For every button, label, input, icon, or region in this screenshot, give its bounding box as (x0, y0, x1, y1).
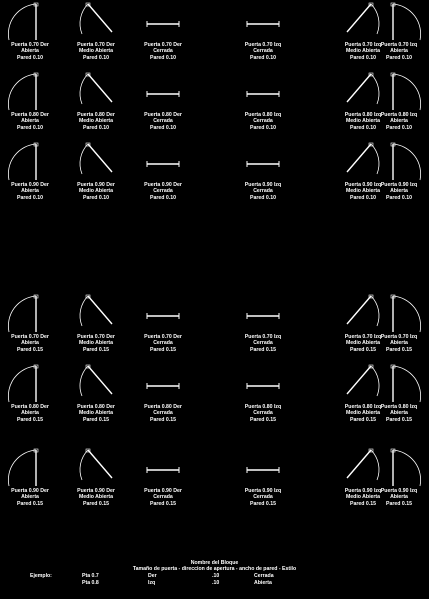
door-swing-arc (80, 74, 88, 104)
door-symbol-open-left (369, 448, 429, 488)
door-block-label-line: Medio Abierta (345, 188, 381, 195)
door-swing-arc (8, 4, 36, 40)
door-block-label (369, 42, 429, 61)
door-block-label-line: Puerta 0.80 Der (11, 404, 49, 410)
door-swing-arc (393, 450, 421, 486)
door-block-label-line: Pared 0.15 (350, 500, 376, 507)
door-symbol-closed-right (133, 294, 193, 334)
door-block-label (133, 42, 193, 61)
door-block-label-line: Pared 0.10 (150, 54, 176, 61)
door-block-label (0, 334, 60, 353)
door-leaf (347, 450, 371, 478)
door-block-label (369, 488, 429, 507)
door-block-label-line: Pared 0.10 (386, 124, 412, 131)
door-symbol-closed-right (133, 72, 193, 112)
door-swing-arc (8, 74, 36, 110)
door-block-label-line: Cerrada (253, 410, 273, 417)
door-block (0, 364, 60, 423)
door-block (133, 2, 193, 61)
door-swing-arc (80, 366, 88, 396)
legend-cell: .10 (212, 572, 220, 579)
door-block (233, 142, 293, 201)
door-block-label-line: Cerrada (253, 118, 273, 125)
door-block-label (233, 182, 293, 201)
door-block-label-line: Abierta (21, 188, 39, 195)
door-block-label-line: Abierta (390, 410, 408, 417)
door-block-label-line: Puerta 0.80 Der (144, 112, 182, 118)
door-block (0, 142, 60, 201)
door-block-label (133, 182, 193, 201)
door-block-label (133, 112, 193, 131)
door-block-label-line: Medio Abierta (78, 118, 114, 125)
door-block-label-line: Pared 0.15 (83, 416, 109, 423)
door-symbol-closed-left (233, 142, 293, 182)
door-block (66, 364, 126, 423)
door-block-label-line: Medio Abierta (78, 340, 114, 347)
door-block-label-line: Pared 0.10 (83, 194, 109, 201)
door-block-label-line: Abierta (390, 48, 408, 55)
legend-cell: Pta 0.7 (82, 572, 99, 579)
door-symbol-closed-right (133, 2, 193, 42)
door-block (369, 448, 429, 507)
door-block-label-line: Pared 0.15 (17, 500, 43, 507)
door-symbol-open-left (369, 364, 429, 404)
door-symbol-closed-left (233, 448, 293, 488)
legend-cell: Izq (148, 579, 156, 586)
door-block-label (369, 182, 429, 201)
door-block-label-line: Cerrada (153, 340, 173, 347)
door-leaf (88, 450, 112, 478)
door-block-label-line: Medio Abierta (78, 188, 114, 195)
legend (0, 560, 429, 587)
door-block-label-line: Puerta 0.80 Izq (380, 112, 418, 118)
door-symbol-open-right (0, 2, 60, 42)
door-block-label-line: Puerta 0.80 Der (144, 404, 182, 410)
door-swing-arc (393, 74, 421, 110)
door-block-label-line: Puerta 0.70 Izq (344, 42, 382, 48)
door-block (66, 448, 126, 507)
door-swing-arc (393, 4, 421, 40)
door-block-label-line: Pared 0.10 (150, 124, 176, 131)
door-block (66, 294, 126, 353)
door-symbol-open-right (0, 364, 60, 404)
door-symbol-half-right (66, 72, 126, 112)
door-block-label-line: Puerta 0.80 Der (11, 112, 49, 118)
door-block-label-line: Puerta 0.70 Der (77, 42, 115, 48)
door-block-label-line: Puerta 0.80 Der (77, 112, 115, 118)
door-block (66, 72, 126, 131)
door-block (0, 72, 60, 131)
door-symbol-open-right (0, 294, 60, 334)
door-block-label-line: Pared 0.15 (150, 500, 176, 507)
door-block-label-line: Pared 0.10 (250, 54, 276, 61)
door-block-label-line: Puerta 0.70 Der (144, 334, 182, 340)
legend-cell: .10 (212, 579, 220, 586)
door-block-label (66, 182, 126, 201)
door-block-label-line: Pared 0.15 (250, 346, 276, 353)
door-block-label-line: Cerrada (153, 48, 173, 55)
door-block-label-line: Cerrada (253, 48, 273, 55)
door-block-label-line: Puerta 0.70 Der (144, 42, 182, 48)
door-block-label-line: Pared 0.15 (386, 500, 412, 507)
door-block-label-line: Puerta 0.90 Der (11, 488, 49, 494)
door-block-label-line: Pared 0.15 (250, 500, 276, 507)
door-block-label-line: Pared 0.15 (83, 346, 109, 353)
door-block (369, 72, 429, 131)
door-swing-arc (80, 4, 88, 34)
door-block-label-line: Cerrada (153, 410, 173, 417)
door-symbol-closed-right (133, 448, 193, 488)
door-block (233, 2, 293, 61)
door-block-label (66, 488, 126, 507)
door-block-label-line: Medio Abierta (345, 48, 381, 55)
door-block-label-line: Pared 0.15 (350, 416, 376, 423)
door-block-label-line: Abierta (21, 340, 39, 347)
door-block-label-line: Puerta 0.80 Izq (380, 404, 418, 410)
door-block-label (133, 404, 193, 423)
door-symbol-half-right (66, 142, 126, 182)
door-block-label-line: Pared 0.10 (250, 194, 276, 201)
door-block-label-line: Puerta 0.90 Der (77, 182, 115, 188)
door-block-label-line: Pared 0.10 (83, 54, 109, 61)
door-symbol-half-right (66, 364, 126, 404)
legend-cell: Pta 0.8 (82, 579, 99, 586)
door-block-label (233, 42, 293, 61)
door-block-label-line: Abierta (390, 494, 408, 501)
door-block (0, 294, 60, 353)
door-block-label-line: Puerta 0.70 Izq (244, 42, 282, 48)
door-block-label-line: Puerta 0.90 Der (144, 182, 182, 188)
door-block-label-line: Pared 0.10 (386, 194, 412, 201)
door-symbol-open-left (369, 72, 429, 112)
door-block-label-line: Puerta 0.90 Izq (380, 182, 418, 188)
door-block-label (233, 112, 293, 131)
door-block (369, 2, 429, 61)
door-block-label-line: Abierta (21, 118, 39, 125)
door-block (133, 448, 193, 507)
door-block-label (66, 112, 126, 131)
door-symbol-closed-left (233, 72, 293, 112)
door-block-label-line: Pared 0.10 (250, 124, 276, 131)
door-block-label-line: Puerta 0.70 Izq (244, 334, 282, 340)
door-symbol-half-right (66, 294, 126, 334)
door-symbol-half-right (66, 448, 126, 488)
door-block-label-line: Puerta 0.70 Der (11, 334, 49, 340)
door-block-label-line: Pared 0.15 (250, 416, 276, 423)
door-symbol-closed-left (233, 364, 293, 404)
door-block-label-line: Medio Abierta (78, 410, 114, 417)
door-swing-arc (80, 144, 88, 174)
door-symbol-closed-right (133, 142, 193, 182)
legend-title: Nombre del Bloque (190, 560, 239, 566)
door-leaf (88, 144, 112, 172)
door-block (66, 142, 126, 201)
door-block-label-line: Pared 0.15 (17, 346, 43, 353)
door-block-label-line: Puerta 0.90 Der (144, 488, 182, 494)
door-block (369, 364, 429, 423)
door-swing-arc (393, 296, 421, 332)
door-block-label (233, 488, 293, 507)
door-block-label (66, 334, 126, 353)
door-block-label-line: Pared 0.15 (17, 416, 43, 423)
door-block-label-line: Cerrada (153, 188, 173, 195)
door-block-label (66, 404, 126, 423)
door-block-label-line: Puerta 0.80 Izq (244, 404, 282, 410)
door-block-label-line: Abierta (21, 48, 39, 55)
door-symbol-closed-right (133, 364, 193, 404)
door-block-label-line: Puerta 0.70 Izq (380, 334, 418, 340)
door-symbol-open-right (0, 448, 60, 488)
legend-subtitle: Tamaño de puerta - direccion de apertura - ancho de pared - Estilo (132, 566, 297, 573)
door-swing-arc (8, 450, 36, 486)
door-swing-arc (8, 144, 36, 180)
door-block-label (0, 112, 60, 131)
legend-cell: Der (148, 572, 157, 579)
door-block-label-line: Abierta (21, 410, 39, 417)
door-block-label-line: Pared 0.15 (83, 500, 109, 507)
door-block (133, 142, 193, 201)
door-leaf (347, 4, 371, 32)
door-symbol-closed-left (233, 294, 293, 334)
legend-row-1 (0, 573, 429, 580)
door-swing-arc (80, 450, 88, 480)
door-block-label (133, 488, 193, 507)
door-leaf (347, 144, 371, 172)
door-block-label (66, 42, 126, 61)
door-block-label-line: Cerrada (153, 494, 173, 501)
legend-cell: Abierta (254, 579, 272, 586)
door-block-label-line: Pared 0.15 (386, 416, 412, 423)
door-block (133, 294, 193, 353)
door-block-label (233, 404, 293, 423)
door-leaf (88, 74, 112, 102)
door-block (66, 2, 126, 61)
door-block-label (0, 488, 60, 507)
door-block-label (133, 334, 193, 353)
door-block (0, 448, 60, 507)
door-block-label-line: Pared 0.10 (17, 54, 43, 61)
door-leaf (88, 296, 112, 324)
door-block-label-line: Pared 0.15 (150, 346, 176, 353)
legend-example-label: Ejemplo: (30, 572, 52, 579)
door-block-label-line: Abierta (21, 494, 39, 501)
door-block-label-line: Pared 0.10 (83, 124, 109, 131)
door-block-label-line: Abierta (390, 340, 408, 347)
door-block-label-line: Puerta 0.90 Izq (344, 182, 382, 188)
door-block-label-line: Puerta 0.90 Izq (244, 488, 282, 494)
door-block (0, 2, 60, 61)
door-swing-arc (8, 296, 36, 332)
door-leaf (347, 366, 371, 394)
door-block-label (0, 404, 60, 423)
door-leaf (347, 296, 371, 324)
door-block-label-line: Pared 0.10 (17, 194, 43, 201)
door-block-label-line: Puerta 0.80 Izq (244, 112, 282, 118)
door-block-label-line: Pared 0.10 (150, 194, 176, 201)
door-block-label-line: Medio Abierta (78, 494, 114, 501)
door-block-label-line: Pared 0.10 (350, 54, 376, 61)
door-block-label-line: Cerrada (153, 118, 173, 125)
door-block-label-line: Medio Abierta (345, 494, 381, 501)
door-block (133, 364, 193, 423)
door-block (233, 72, 293, 131)
door-block-label-line: Medio Abierta (345, 340, 381, 347)
door-block-label-line: Pared 0.15 (150, 416, 176, 423)
door-block-label-line: Cerrada (253, 340, 273, 347)
door-block-label-line: Cerrada (253, 188, 273, 195)
door-block-label (369, 334, 429, 353)
door-block-label-line: Pared 0.10 (17, 124, 43, 131)
door-block-label (0, 182, 60, 201)
door-swing-arc (80, 296, 88, 326)
door-block-label (233, 334, 293, 353)
door-block (233, 364, 293, 423)
door-symbol-open-right (0, 142, 60, 182)
door-block-label-line: Medio Abierta (345, 410, 381, 417)
door-swing-arc (393, 144, 421, 180)
door-block-label-line: Puerta 0.70 Izq (380, 42, 418, 48)
door-block-label-line: Abierta (390, 118, 408, 125)
door-block-label (0, 42, 60, 61)
door-leaf (88, 4, 112, 32)
door-block-label-line: Puerta 0.70 Der (11, 42, 49, 48)
door-symbol-open-left (369, 294, 429, 334)
door-swing-arc (393, 366, 421, 402)
door-symbol-closed-left (233, 2, 293, 42)
door-block-label (369, 404, 429, 423)
door-block-label-line: Pared 0.15 (386, 346, 412, 353)
door-block-label-line: Medio Abierta (345, 118, 381, 125)
door-block (369, 294, 429, 353)
door-block-label-line: Puerta 0.70 Der (77, 334, 115, 340)
door-block-label-line: Cerrada (253, 494, 273, 501)
door-block-label-line: Puerta 0.90 Izq (344, 488, 382, 494)
door-block-label-line: Medio Abierta (78, 48, 114, 55)
door-block-label-line: Puerta 0.90 Izq (244, 182, 282, 188)
door-block-label (369, 112, 429, 131)
door-block-label-line: Puerta 0.90 Der (11, 182, 49, 188)
door-block-label-line: Pared 0.15 (350, 346, 376, 353)
door-block-label-line: Pared 0.10 (386, 54, 412, 61)
door-leaf (347, 74, 371, 102)
door-leaf (88, 366, 112, 394)
door-block-label-line: Puerta 0.80 Izq (344, 404, 382, 410)
door-block-label-line: Puerta 0.80 Der (77, 404, 115, 410)
door-block (133, 72, 193, 131)
door-swing-arc (8, 366, 36, 402)
door-symbol-open-right (0, 72, 60, 112)
door-block-label-line: Puerta 0.70 Izq (344, 334, 382, 340)
door-block (233, 448, 293, 507)
legend-cell: Cerrada (254, 572, 274, 579)
door-block-label-line: Pared 0.10 (350, 194, 376, 201)
door-block (369, 142, 429, 201)
door-block-label-line: Abierta (390, 188, 408, 195)
door-symbol-open-left (369, 142, 429, 182)
legend-row-2 (0, 580, 429, 587)
door-block (233, 294, 293, 353)
door-symbol-open-left (369, 2, 429, 42)
door-block-label-line: Pared 0.10 (350, 124, 376, 131)
door-block-label-line: Puerta 0.90 Der (77, 488, 115, 494)
door-block-label-line: Puerta 0.80 Izq (344, 112, 382, 118)
door-block-label-line: Puerta 0.90 Izq (380, 488, 418, 494)
door-symbol-half-right (66, 2, 126, 42)
